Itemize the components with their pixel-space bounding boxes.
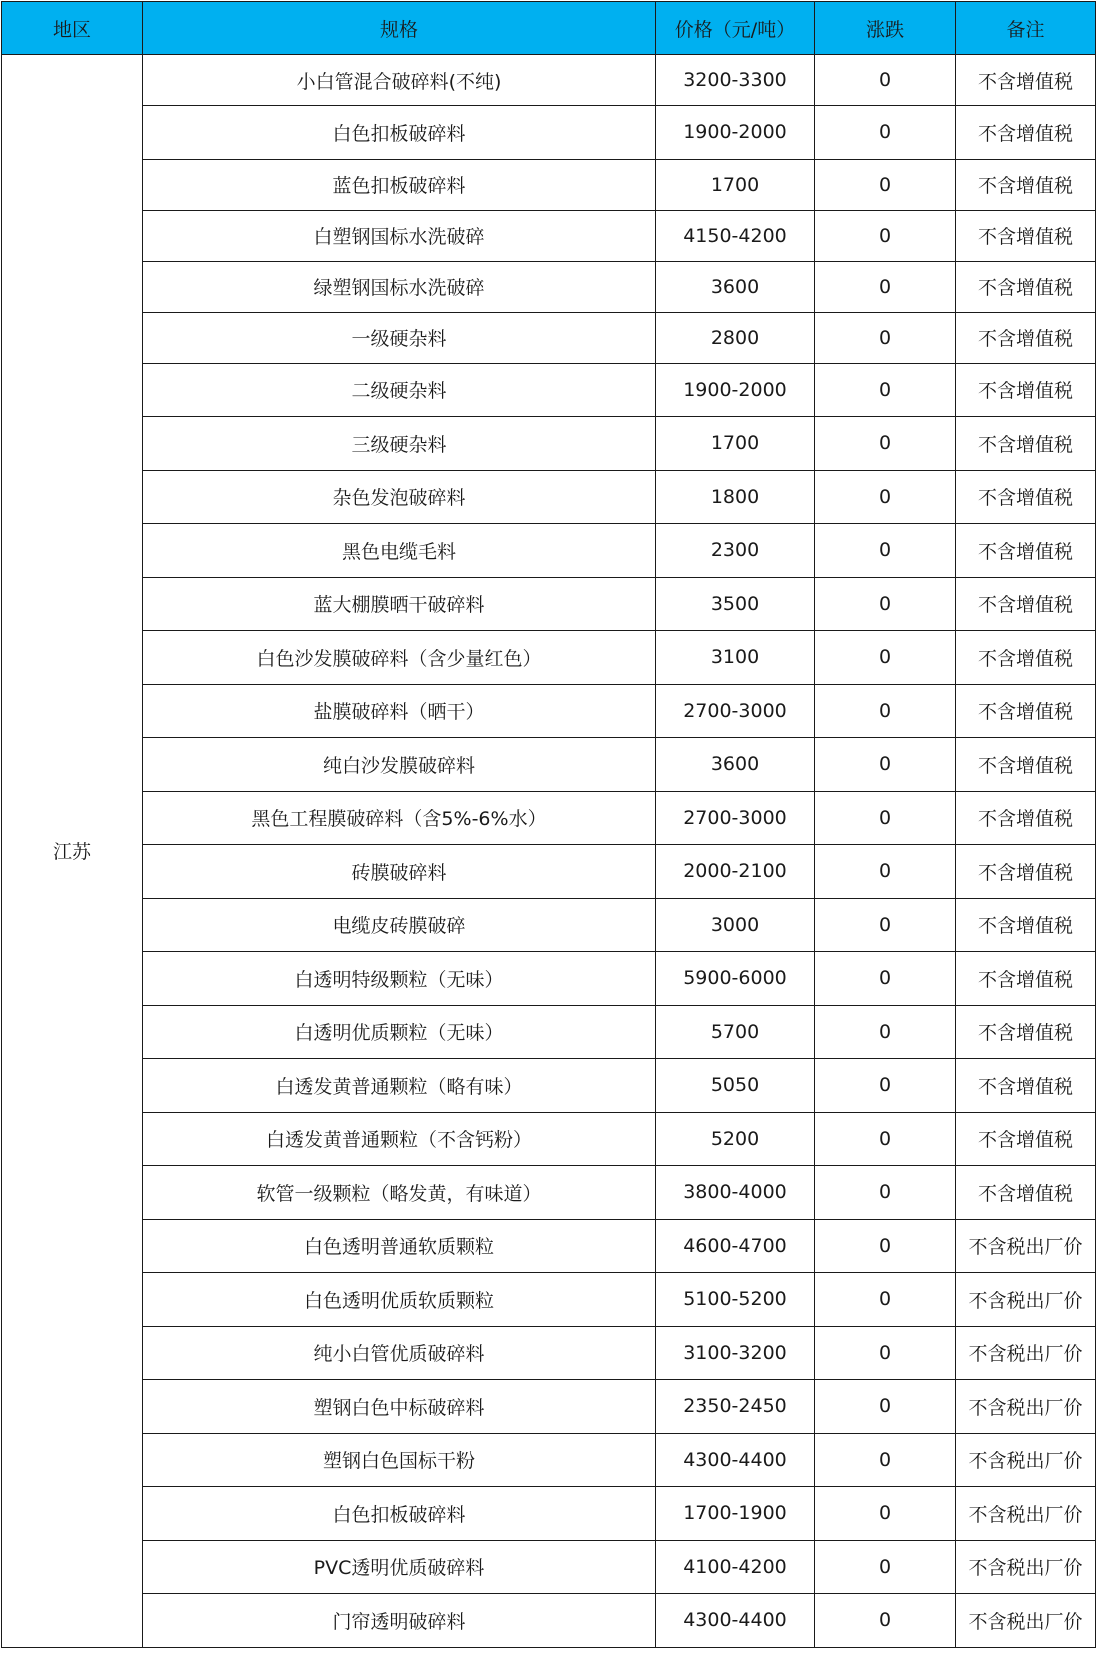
table-row <box>2 363 1096 417</box>
spec-cell: 塑钢白色国标干粉 <box>143 1433 656 1487</box>
change-cell: 0 <box>815 1594 956 1648</box>
price-cell: 4300-4400 <box>656 1433 815 1487</box>
table-row <box>2 417 1096 471</box>
price-cell: 5050 <box>656 1059 815 1113</box>
note-cell: 不含增值税 <box>956 1166 1096 1220</box>
spec-cell: 白透明特级颗粒（无味） <box>143 952 656 1006</box>
change-cell: 0 <box>815 1059 956 1113</box>
note-cell: 不含增值税 <box>956 1059 1096 1113</box>
price-cell: 2700-3000 <box>656 684 815 738</box>
table-row <box>2 1219 1096 1273</box>
spec-cell: 砖膜破碎料 <box>143 845 656 899</box>
price-cell: 3000 <box>656 898 815 952</box>
price-cell: 4150-4200 <box>656 210 815 261</box>
table-row <box>2 312 1096 363</box>
note-cell: 不含税出厂价 <box>956 1273 1096 1327</box>
note-cell: 不含增值税 <box>956 738 1096 792</box>
change-cell: 0 <box>815 631 956 685</box>
spec-cell: 小白管混合破碎料(不纯) <box>143 55 656 106</box>
table-body <box>2 55 1096 1648</box>
price-cell: 5100-5200 <box>656 1273 815 1327</box>
spec-cell: 白色透明普通软质颗粒 <box>143 1219 656 1273</box>
price-cell: 2800 <box>656 312 815 363</box>
price-cell: 5700 <box>656 1005 815 1059</box>
spec-cell: 黑色电缆毛料 <box>143 524 656 578</box>
price-cell: 2350-2450 <box>656 1380 815 1434</box>
price-cell: 1900-2000 <box>656 363 815 417</box>
spec-cell: 门帘透明破碎料 <box>143 1594 656 1648</box>
header-note: 备注 <box>956 2 1096 55</box>
table-row <box>2 791 1096 845</box>
price-cell: 3500 <box>656 577 815 631</box>
table-row <box>2 1326 1096 1380</box>
spec-cell: 纯小白管优质破碎料 <box>143 1326 656 1380</box>
spec-cell: 蓝大棚膜晒干破碎料 <box>143 577 656 631</box>
spec-cell: 白透明优质颗粒（无味） <box>143 1005 656 1059</box>
price-cell: 3200-3300 <box>656 55 815 106</box>
spec-cell: 一级硬杂料 <box>143 312 656 363</box>
spec-cell: 白色扣板破碎料 <box>143 106 656 160</box>
change-cell: 0 <box>815 577 956 631</box>
table-row <box>2 1380 1096 1434</box>
change-cell: 0 <box>815 210 956 261</box>
price-table <box>1 1 1096 1648</box>
header-region: 地区 <box>2 2 143 55</box>
table-row <box>2 952 1096 1006</box>
table-row <box>2 159 1096 210</box>
table-row <box>2 845 1096 899</box>
change-cell: 0 <box>815 1380 956 1434</box>
change-cell: 0 <box>815 417 956 471</box>
change-cell: 0 <box>815 1219 956 1273</box>
note-cell: 不含增值税 <box>956 845 1096 899</box>
price-cell: 3600 <box>656 261 815 312</box>
table-row <box>2 210 1096 261</box>
change-cell: 0 <box>815 845 956 899</box>
table-row <box>2 1273 1096 1327</box>
change-cell: 0 <box>815 106 956 160</box>
change-cell: 0 <box>815 524 956 578</box>
spec-cell: 黑色工程膜破碎料（含5%-6%水） <box>143 791 656 845</box>
table-row <box>2 261 1096 312</box>
table-header <box>2 2 1096 55</box>
note-cell: 不含增值税 <box>956 791 1096 845</box>
price-cell: 1700-1900 <box>656 1487 815 1541</box>
table-row <box>2 106 1096 160</box>
note-cell: 不含增值税 <box>956 684 1096 738</box>
table-row <box>2 1433 1096 1487</box>
price-cell: 1900-2000 <box>656 106 815 160</box>
spec-cell: 电缆皮砖膜破碎 <box>143 898 656 952</box>
spec-cell: 蓝色扣板破碎料 <box>143 159 656 210</box>
price-cell: 3800-4000 <box>656 1166 815 1220</box>
spec-cell: 白色扣板破碎料 <box>143 1487 656 1541</box>
header-spec: 规格 <box>143 2 656 55</box>
spec-cell: 白塑钢国标水洗破碎 <box>143 210 656 261</box>
price-cell: 5200 <box>656 1112 815 1166</box>
change-cell: 0 <box>815 791 956 845</box>
spec-cell: 三级硬杂料 <box>143 417 656 471</box>
change-cell: 0 <box>815 261 956 312</box>
price-cell: 1700 <box>656 159 815 210</box>
change-cell: 0 <box>815 1487 956 1541</box>
spec-cell: 白色沙发膜破碎料（含少量红色） <box>143 631 656 685</box>
table-row <box>2 524 1096 578</box>
spec-cell: 二级硬杂料 <box>143 363 656 417</box>
note-cell: 不含税出厂价 <box>956 1540 1096 1594</box>
table-row <box>2 577 1096 631</box>
table-row <box>2 684 1096 738</box>
change-cell: 0 <box>815 1166 956 1220</box>
note-cell: 不含增值税 <box>956 1005 1096 1059</box>
spec-cell: 纯白沙发膜破碎料 <box>143 738 656 792</box>
note-cell: 不含增值税 <box>956 261 1096 312</box>
change-cell: 0 <box>815 363 956 417</box>
change-cell: 0 <box>815 1326 956 1380</box>
change-cell: 0 <box>815 952 956 1006</box>
table-row <box>2 1487 1096 1541</box>
table-row <box>2 898 1096 952</box>
price-cell: 2000-2100 <box>656 845 815 899</box>
note-cell: 不含税出厂价 <box>956 1380 1096 1434</box>
note-cell: 不含税出厂价 <box>956 1487 1096 1541</box>
note-cell: 不含增值税 <box>956 898 1096 952</box>
note-cell: 不含增值税 <box>956 159 1096 210</box>
spec-cell: 杂色发泡破碎料 <box>143 470 656 524</box>
table-row <box>2 1005 1096 1059</box>
table-row <box>2 738 1096 792</box>
change-cell: 0 <box>815 738 956 792</box>
note-cell: 不含增值税 <box>956 55 1096 106</box>
note-cell: 不含税出厂价 <box>956 1594 1096 1648</box>
change-cell: 0 <box>815 159 956 210</box>
change-cell: 0 <box>815 1433 956 1487</box>
price-cell: 3100 <box>656 631 815 685</box>
note-cell: 不含增值税 <box>956 577 1096 631</box>
price-cell: 2700-3000 <box>656 791 815 845</box>
table-row <box>2 1540 1096 1594</box>
note-cell: 不含增值税 <box>956 1112 1096 1166</box>
note-cell: 不含增值税 <box>956 470 1096 524</box>
table-row <box>2 631 1096 685</box>
price-cell: 3600 <box>656 738 815 792</box>
price-cell: 1800 <box>656 470 815 524</box>
spec-cell: 盐膜破碎料（晒干） <box>143 684 656 738</box>
note-cell: 不含税出厂价 <box>956 1326 1096 1380</box>
note-cell: 不含增值税 <box>956 417 1096 471</box>
price-cell: 4300-4400 <box>656 1594 815 1648</box>
header-price: 价格（元/吨） <box>656 2 815 55</box>
change-cell: 0 <box>815 898 956 952</box>
table-row <box>2 1059 1096 1113</box>
note-cell: 不含增值税 <box>956 210 1096 261</box>
spec-cell: 塑钢白色中标破碎料 <box>143 1380 656 1434</box>
change-cell: 0 <box>815 470 956 524</box>
change-cell: 0 <box>815 684 956 738</box>
price-cell: 1700 <box>656 417 815 471</box>
table-row <box>2 55 1096 106</box>
note-cell: 不含增值税 <box>956 363 1096 417</box>
price-cell: 4100-4200 <box>656 1540 815 1594</box>
price-cell: 4600-4700 <box>656 1219 815 1273</box>
price-cell: 3100-3200 <box>656 1326 815 1380</box>
change-cell: 0 <box>815 1273 956 1327</box>
note-cell: 不含税出厂价 <box>956 1219 1096 1273</box>
note-cell: 不含增值税 <box>956 312 1096 363</box>
note-cell: 不含税出厂价 <box>956 1433 1096 1487</box>
table-row <box>2 470 1096 524</box>
price-cell: 5900-6000 <box>656 952 815 1006</box>
region-cell: 江苏 <box>2 55 143 1648</box>
note-cell: 不含增值税 <box>956 952 1096 1006</box>
change-cell: 0 <box>815 1112 956 1166</box>
header-change: 涨跌 <box>815 2 956 55</box>
price-cell: 2300 <box>656 524 815 578</box>
change-cell: 0 <box>815 312 956 363</box>
spec-cell: 绿塑钢国标水洗破碎 <box>143 261 656 312</box>
header-row <box>2 2 1096 55</box>
spec-cell: 白色透明优质软质颗粒 <box>143 1273 656 1327</box>
change-cell: 0 <box>815 55 956 106</box>
table-row <box>2 1166 1096 1220</box>
change-cell: 0 <box>815 1540 956 1594</box>
spec-cell: 软管一级颗粒（略发黄，有味道） <box>143 1166 656 1220</box>
table-row <box>2 1112 1096 1166</box>
table-row <box>2 1594 1096 1648</box>
note-cell: 不含增值税 <box>956 524 1096 578</box>
note-cell: 不含增值税 <box>956 106 1096 160</box>
change-cell: 0 <box>815 1005 956 1059</box>
spec-cell: PVC透明优质破碎料 <box>143 1540 656 1594</box>
note-cell: 不含增值税 <box>956 631 1096 685</box>
spec-cell: 白透发黄普通颗粒（略有味） <box>143 1059 656 1113</box>
spec-cell: 白透发黄普通颗粒（不含钙粉） <box>143 1112 656 1166</box>
